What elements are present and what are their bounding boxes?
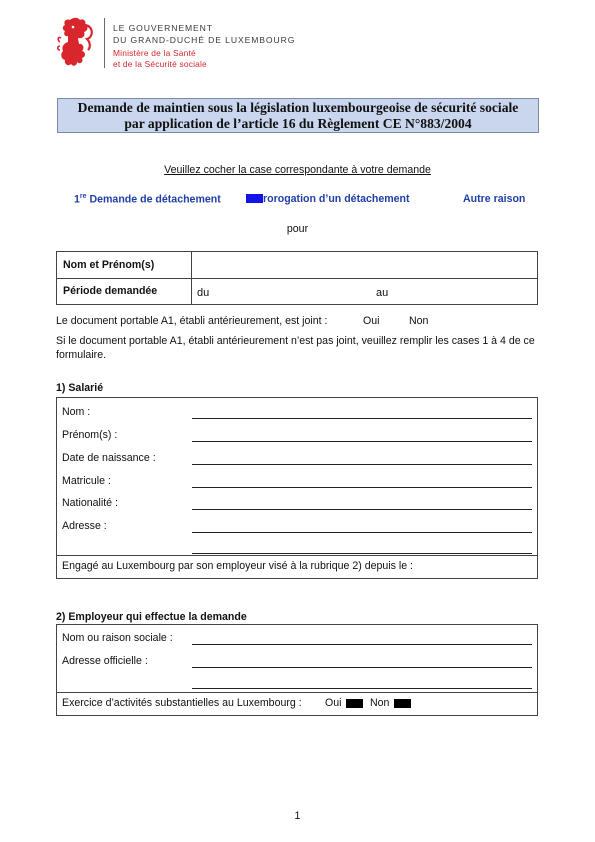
table-column-divider bbox=[191, 252, 192, 304]
period-from-label: du bbox=[197, 287, 210, 299]
page-number: 1 bbox=[294, 810, 301, 822]
period-row bbox=[57, 278, 537, 304]
a1-not-joined-paragraph: Si le document portable A1, établi antérieurement n’est pas joint, veuillez remplir les cases 1 à 4 de ce formulaire. bbox=[56, 335, 535, 361]
employee-engaged-box bbox=[56, 556, 538, 579]
document-title-line1: Demande de maintien sous la législation luxembourgeoise de sécurité sociale bbox=[77, 100, 519, 115]
employer-name-line[interactable] bbox=[192, 644, 532, 645]
employee-matricule-label: Matricule : bbox=[62, 475, 111, 487]
option-first-detachment-label: Demande de détachement bbox=[86, 193, 221, 206]
option-first-detachment-number: 1 bbox=[74, 193, 80, 206]
option-first-detachment-sup: re bbox=[79, 193, 87, 200]
employee-nom-line[interactable] bbox=[192, 418, 532, 419]
employee-address-label: Adresse : bbox=[62, 520, 107, 532]
name-period-table bbox=[56, 251, 538, 305]
employee-box bbox=[56, 397, 538, 556]
employer-activity-text: Exercice d’activités substantielles au Luxembourg : bbox=[62, 697, 302, 709]
option-prorogation[interactable] bbox=[246, 193, 410, 205]
pour-text: pour bbox=[286, 223, 309, 235]
employee-address-line1[interactable] bbox=[192, 532, 532, 533]
period-to-label: au bbox=[376, 287, 389, 299]
name-label: Nom et Prénom(s) bbox=[63, 259, 155, 271]
employee-nationality-label: Nationalité : bbox=[62, 497, 118, 509]
employee-prenom-line[interactable] bbox=[192, 441, 532, 442]
option-other-reason[interactable]: Autre raison bbox=[463, 193, 526, 205]
logo-divider bbox=[104, 18, 105, 68]
employer-name-label: Nom ou raison sociale : bbox=[62, 632, 173, 644]
document-title-line2: par application de l’article 16 du Règlement CE N°883/2004 bbox=[124, 116, 472, 131]
document-title bbox=[57, 98, 539, 133]
employer-activity-box bbox=[56, 693, 538, 716]
employer-activity-oui-checkbox[interactable] bbox=[346, 699, 363, 708]
employee-matricule-line[interactable] bbox=[192, 487, 532, 488]
instruction-text: Veuillez cocher la case correspondante à votre demande bbox=[164, 164, 431, 176]
employer-activity-non-label: Non bbox=[370, 697, 390, 709]
section-employee-title: 1) Salarié bbox=[56, 382, 104, 394]
employee-address-line2[interactable] bbox=[192, 553, 532, 554]
employee-birthdate-label: Date de naissance : bbox=[62, 452, 156, 464]
employee-nom-label: Nom : bbox=[62, 406, 91, 418]
option-first-detachment[interactable] bbox=[74, 193, 221, 206]
employee-nationality-line[interactable] bbox=[192, 509, 532, 510]
employee-birthdate-line[interactable] bbox=[192, 464, 532, 465]
employer-address-line1[interactable] bbox=[192, 667, 532, 668]
logo-text-line4: et de la Sécurité sociale bbox=[113, 59, 207, 69]
a1-joined-text: Le document portable A1, établi antérieurement, est joint : bbox=[56, 315, 328, 327]
logo-text-line1: LE GOUVERNEMENT bbox=[113, 23, 213, 33]
option-prorogation-label: rorogation d’un détachement bbox=[263, 193, 410, 205]
name-row bbox=[57, 252, 537, 279]
employer-address-line2[interactable] bbox=[192, 688, 532, 689]
employee-prenom-label: Prénom(s) : bbox=[62, 429, 118, 441]
logo-text-line2: DU GRAND-DUCHÉ DE LUXEMBOURG bbox=[113, 35, 296, 45]
employee-engaged-text: Engagé au Luxembourg par son employeur visé à la rubrique 2) depuis le : bbox=[62, 560, 413, 572]
employer-activity-oui-label: Oui bbox=[325, 697, 342, 709]
employer-address-label: Adresse officielle : bbox=[62, 655, 148, 667]
a1-joined-line bbox=[56, 314, 542, 328]
option-prorogation-checkbox[interactable] bbox=[246, 194, 263, 203]
logo-text-line3: Ministère de la Santé bbox=[113, 48, 196, 58]
section-employer-title: 2) Employeur qui effectue la demande bbox=[56, 611, 247, 623]
employer-activity-non-checkbox[interactable] bbox=[394, 699, 411, 708]
a1-oui-option[interactable]: Oui bbox=[363, 315, 380, 327]
a1-non-option[interactable]: Non bbox=[409, 315, 429, 327]
lion-coat-of-arms-icon bbox=[56, 16, 96, 68]
employer-box bbox=[56, 624, 538, 693]
period-label: Période demandée bbox=[63, 285, 158, 297]
